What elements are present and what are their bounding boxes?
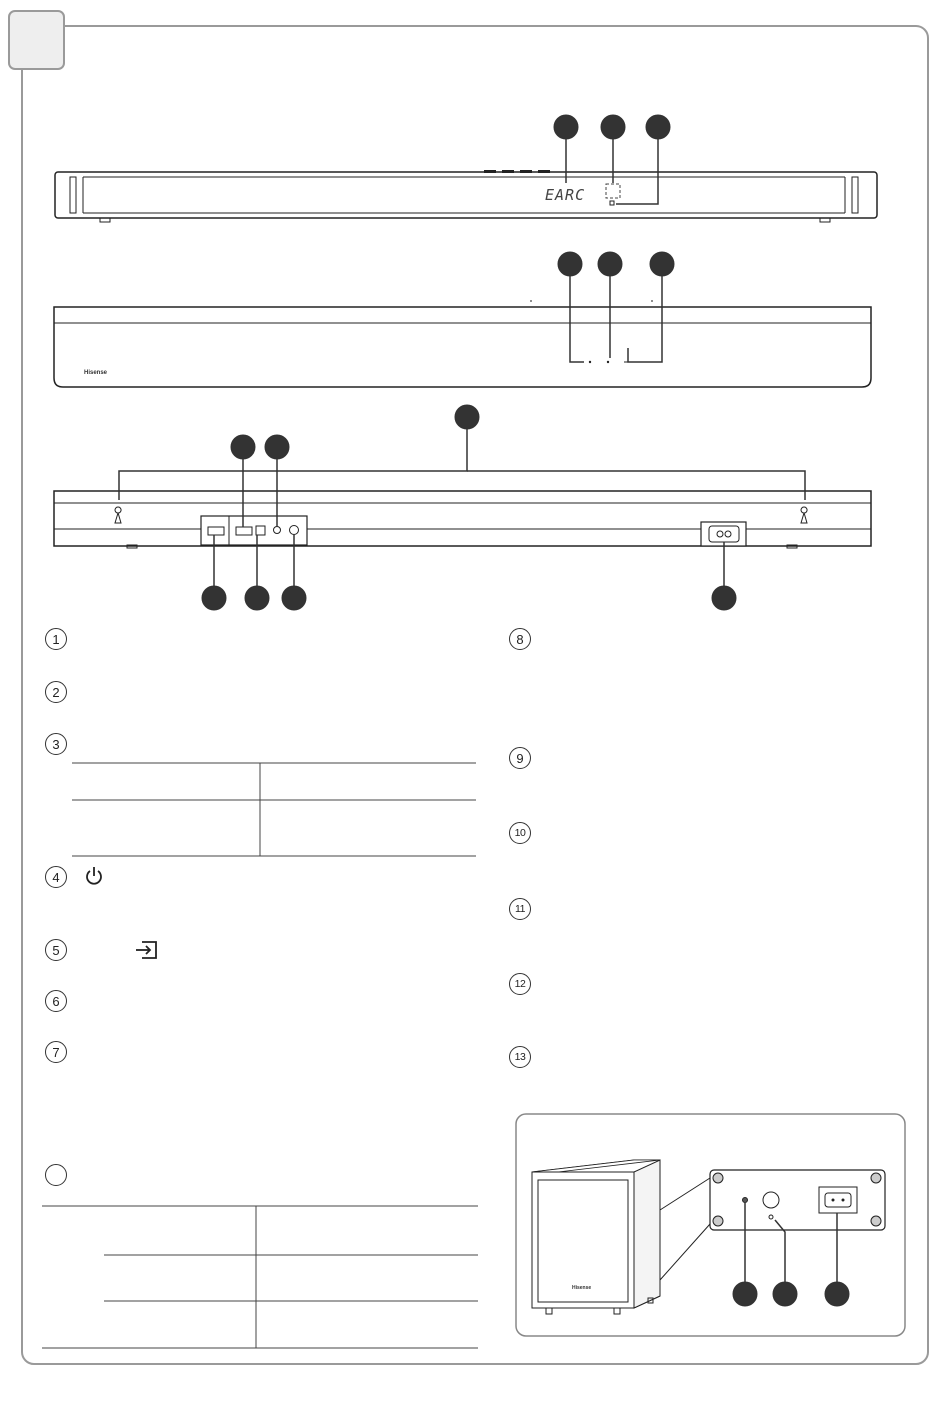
brand-logo-subwoofer: Hisense xyxy=(572,1285,592,1291)
legend-number-4: 4 xyxy=(45,866,67,888)
callout-dot-10 xyxy=(202,586,226,610)
callout-dot-12 xyxy=(282,586,306,610)
legend-number-12: 12 xyxy=(509,973,531,995)
section-tab xyxy=(9,11,64,69)
table-bottom-left xyxy=(42,1206,478,1348)
soundbar-top-view xyxy=(55,170,877,222)
legend-number-1: 1 xyxy=(45,628,67,650)
callout-dot-7 xyxy=(455,405,479,429)
callout-dot-3 xyxy=(646,115,670,139)
callout-dot-4 xyxy=(558,252,582,276)
legend-number-8: 8 xyxy=(509,628,531,650)
legend-number-empty xyxy=(45,1164,67,1186)
legend-number-6: 6 xyxy=(45,990,67,1012)
power-icon xyxy=(84,865,104,887)
callout-dot-2 xyxy=(601,115,625,139)
legend-number-11: 11 xyxy=(509,898,531,920)
legend-number-10: 10 xyxy=(509,822,531,844)
callout-dot-sub-1 xyxy=(733,1282,757,1306)
callout-dot-sub-3 xyxy=(825,1282,849,1306)
legend-number-5: 5 xyxy=(45,939,67,961)
brand-logo-front: Hisense xyxy=(84,370,108,376)
legend-number-7: 7 xyxy=(45,1041,67,1063)
table-item-3 xyxy=(72,763,476,856)
legend-number-9: 9 xyxy=(509,747,531,769)
soundbar-back-view xyxy=(54,491,871,548)
legend-number-2: 2 xyxy=(45,681,67,703)
callout-dot-1 xyxy=(554,115,578,139)
callout-dot-sub-2 xyxy=(773,1282,797,1306)
legend-number-13: 13 xyxy=(509,1046,531,1068)
subwoofer-panel xyxy=(516,1114,905,1336)
soundbar-front-view xyxy=(54,300,871,387)
callout-dot-11 xyxy=(245,586,269,610)
legend-number-3: 3 xyxy=(45,733,67,755)
callout-dot-8 xyxy=(231,435,255,459)
callout-dot-9 xyxy=(265,435,289,459)
callout-dot-6 xyxy=(650,252,674,276)
callout-dot-13 xyxy=(712,586,736,610)
callout-dot-5 xyxy=(598,252,622,276)
input-source-icon xyxy=(134,939,160,961)
display-earc-text: EARC xyxy=(545,186,586,204)
